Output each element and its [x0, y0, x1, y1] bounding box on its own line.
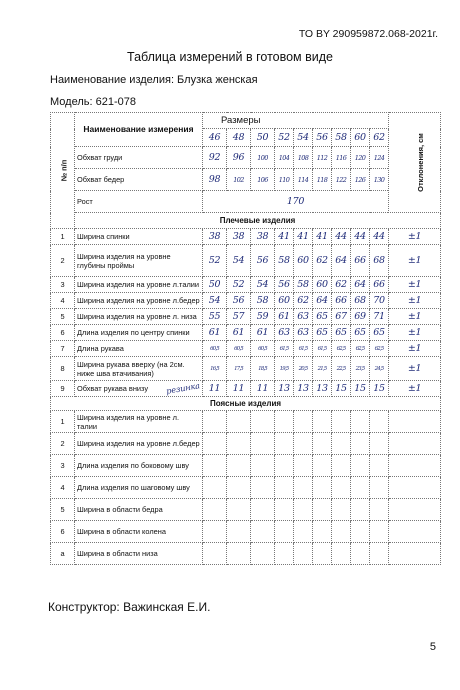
row-number: 2 [51, 245, 75, 277]
empty-cell [203, 543, 227, 565]
table-row [51, 277, 441, 293]
value-cell: 59 [251, 309, 275, 325]
empty-cell [389, 433, 441, 455]
size-cell: 50 [251, 129, 275, 147]
measurement-label [75, 381, 203, 397]
value-cell: 64 [351, 277, 370, 293]
empty-cell [294, 543, 313, 565]
table-row [51, 213, 441, 229]
empty-cell [351, 455, 370, 477]
empty-cell [275, 477, 294, 499]
value-cell: 38 [203, 229, 227, 245]
size-cell: 48 [227, 129, 251, 147]
empty-cell [275, 455, 294, 477]
row-number: 8 [51, 357, 75, 381]
measurement-label: Обхват груди [75, 147, 203, 169]
value-cell: 61 [227, 325, 251, 341]
value-cell: 64 [332, 245, 351, 277]
value-cell: 65 [351, 325, 370, 341]
empty-cell [370, 433, 389, 455]
value-cell: 55 [203, 309, 227, 325]
measurement-label: Ширина рукава вверху (на 2см. ниже шва втачивания) [75, 357, 203, 381]
empty-cell [294, 455, 313, 477]
value-cell: 41 [294, 229, 313, 245]
value-cell: 65 [313, 325, 332, 341]
table-row [51, 341, 441, 357]
value-cell: 65 [313, 309, 332, 325]
value-cell: 114 [294, 169, 313, 191]
row-number: 3 [51, 277, 75, 293]
empty-cell [351, 499, 370, 521]
row-number: 6 [51, 325, 75, 341]
table-row [51, 477, 441, 499]
value-cell: 52 [227, 277, 251, 293]
measurement-label: Ширина в области колена [75, 521, 203, 543]
deviation-cell: ±1 [389, 277, 441, 293]
value-cell: 57 [227, 309, 251, 325]
empty-cell [251, 411, 275, 433]
empty-cell [203, 499, 227, 521]
section-shoulder-title: Плечевые изделия [75, 213, 441, 229]
value-cell: 62,5 [351, 341, 370, 357]
value-cell: 110 [275, 169, 294, 191]
value-cell: 96 [227, 147, 251, 169]
empty-cell [294, 433, 313, 455]
table-row [51, 543, 441, 565]
empty-cell [370, 521, 389, 543]
empty-cell [251, 455, 275, 477]
value-cell: 63 [275, 325, 294, 341]
value-cell: 54 [251, 277, 275, 293]
value-cell: 11 [251, 381, 275, 397]
empty-cell [370, 499, 389, 521]
deviation-cell: ±1 [389, 309, 441, 325]
empty-cell [332, 543, 351, 565]
empty-cell [370, 477, 389, 499]
value-cell: 58 [275, 245, 294, 277]
value-cell: 112 [313, 147, 332, 169]
measurement-label: Ширина изделия на уровне л. низа [75, 309, 203, 325]
size-cell: 60 [351, 129, 370, 147]
value-cell: 118 [313, 169, 332, 191]
value-cell: 116 [332, 147, 351, 169]
value-cell: 56 [275, 277, 294, 293]
row-number: 1 [51, 229, 75, 245]
empty-cell [294, 477, 313, 499]
value-cell: 38 [251, 229, 275, 245]
empty-cell [294, 411, 313, 433]
value-cell: 98 [203, 169, 227, 191]
row-number: 6 [51, 521, 75, 543]
measurement-label: Ширина изделия на уровне л.бедер [75, 433, 203, 455]
table-row [51, 309, 441, 325]
empty-cell [313, 543, 332, 565]
row-number: 4 [51, 293, 75, 309]
value-cell: 56 [227, 293, 251, 309]
empty-cell [389, 477, 441, 499]
value-cell: 24,5 [370, 357, 389, 381]
row-number: 5 [51, 499, 75, 521]
value-cell: 50 [203, 277, 227, 293]
value-cell: 71 [370, 309, 389, 325]
value-cell: 22,5 [332, 357, 351, 381]
empty-cell [294, 521, 313, 543]
value-cell: 61,5 [313, 341, 332, 357]
value-cell: 106 [251, 169, 275, 191]
value-cell: 21,5 [313, 357, 332, 381]
empty-cell [227, 499, 251, 521]
empty-cell [251, 477, 275, 499]
value-cell: 104 [275, 147, 294, 169]
value-cell: 15 [332, 381, 351, 397]
value-cell: 23,5 [351, 357, 370, 381]
empty-cell [370, 455, 389, 477]
deviation-cell: ±1 [389, 245, 441, 277]
empty-cell [332, 499, 351, 521]
column-number-header [51, 113, 75, 229]
value-cell: 58 [251, 293, 275, 309]
value-cell: 52 [203, 245, 227, 277]
deviation-cell: ±1 [389, 341, 441, 357]
empty-cell [203, 477, 227, 499]
empty-cell [203, 411, 227, 433]
empty-cell [251, 499, 275, 521]
empty-cell [332, 477, 351, 499]
value-cell: 70 [370, 293, 389, 309]
value-cell: 38 [227, 229, 251, 245]
value-cell: 69 [351, 309, 370, 325]
measurement-label: Ширина изделия на уровне л. талии [75, 411, 203, 433]
value-cell: 17,5 [227, 357, 251, 381]
value-cell: 60 [294, 245, 313, 277]
value-cell: 66 [351, 245, 370, 277]
section-waist-title: Поясные изделия [51, 397, 441, 411]
model-number: Модель: 621-078 [50, 96, 136, 108]
table-row [51, 113, 441, 129]
empty-cell [351, 411, 370, 433]
value-cell: 61,5 [275, 341, 294, 357]
value-cell: 66 [332, 293, 351, 309]
empty-cell [332, 433, 351, 455]
size-cell: 46 [203, 129, 227, 147]
measurement-label: Ширина спинки [75, 229, 203, 245]
value-cell: 44 [351, 229, 370, 245]
empty-cell [313, 455, 332, 477]
value-cell: 62 [294, 293, 313, 309]
value-cell: 60,5 [203, 341, 227, 357]
measurement-label: Ширина в области низа [75, 543, 203, 565]
value-cell: 13 [275, 381, 294, 397]
table-row [51, 169, 441, 191]
value-cell: 130 [370, 169, 389, 191]
empty-cell [332, 455, 351, 477]
value-cell: 62 [313, 245, 332, 277]
table-row [51, 397, 441, 411]
empty-cell [370, 543, 389, 565]
handwritten-note: резинка [165, 381, 201, 396]
empty-cell [313, 477, 332, 499]
value-cell: 66 [370, 277, 389, 293]
column-deviation-label: Отклонения, см [415, 133, 425, 192]
value-cell: 63 [294, 309, 313, 325]
empty-cell [227, 543, 251, 565]
document-reference: ТО BY 290959872.068-2021г. [298, 28, 438, 40]
value-cell: 92 [203, 147, 227, 169]
value-cell: 67 [332, 309, 351, 325]
value-cell: 56 [251, 245, 275, 277]
empty-cell [389, 521, 441, 543]
table-row [51, 499, 441, 521]
empty-cell [351, 477, 370, 499]
empty-cell [227, 411, 251, 433]
deviation-cell: ±1 [389, 325, 441, 341]
table-row [51, 325, 441, 341]
value-cell: 62,5 [332, 341, 351, 357]
table-row [51, 521, 441, 543]
empty-cell [275, 521, 294, 543]
empty-cell [332, 411, 351, 433]
empty-cell [251, 543, 275, 565]
value-cell: 11 [227, 381, 251, 397]
size-cell: 52 [275, 129, 294, 147]
size-cell: 54 [294, 129, 313, 147]
table-row [51, 381, 441, 397]
measurement-label-text: Обхват рукава внизу [77, 384, 149, 393]
empty-cell [294, 499, 313, 521]
measurements-table [50, 112, 441, 565]
value-cell: 120 [351, 147, 370, 169]
empty-cell [203, 521, 227, 543]
value-cell: 68 [370, 245, 389, 277]
empty-cell [332, 521, 351, 543]
value-cell: 60 [275, 293, 294, 309]
empty-cell [351, 521, 370, 543]
value-cell: 18,5 [251, 357, 275, 381]
row-number: 7 [51, 341, 75, 357]
measurement-label: Ширина изделия на уровне л.талии [75, 277, 203, 293]
empty-cell [227, 477, 251, 499]
value-cell: 13 [313, 381, 332, 397]
value-cell: 41 [275, 229, 294, 245]
measurement-label: Ширина изделия на уровне л.бедер [75, 293, 203, 309]
row-number: 3 [51, 455, 75, 477]
empty-cell [251, 521, 275, 543]
row-number: 2 [51, 433, 75, 455]
value-cell: 124 [370, 147, 389, 169]
table-row [51, 455, 441, 477]
measurement-label: Ширина в области бедра [75, 499, 203, 521]
deviation-cell: ±1 [389, 357, 441, 381]
value-cell: 126 [351, 169, 370, 191]
size-cell: 62 [370, 129, 389, 147]
empty-cell [227, 521, 251, 543]
table-row [51, 191, 441, 213]
empty-cell [275, 433, 294, 455]
empty-cell [370, 411, 389, 433]
empty-cell [389, 499, 441, 521]
column-sizes-header: Размеры [203, 113, 389, 129]
empty-cell [227, 433, 251, 455]
measurement-label: Длина изделия по боковому шву [75, 455, 203, 477]
value-cell: 108 [294, 147, 313, 169]
row-number: а [51, 543, 75, 565]
row-number: 5 [51, 309, 75, 325]
value-cell: 60 [313, 277, 332, 293]
empty-cell [275, 499, 294, 521]
value-cell: 60,5 [227, 341, 251, 357]
value-cell: 62 [332, 277, 351, 293]
value-cell: 61 [275, 309, 294, 325]
value-cell: 11 [203, 381, 227, 397]
table-row [51, 245, 441, 277]
measurement-label: Длина изделия по шаговому шву [75, 477, 203, 499]
row-number: 9 [51, 381, 75, 397]
deviation-cell: ±1 [389, 381, 441, 397]
empty-cell [251, 433, 275, 455]
value-cell: 102 [227, 169, 251, 191]
empty-cell [351, 543, 370, 565]
table-row [51, 293, 441, 309]
column-name-header: Наименование измерения [75, 113, 203, 147]
value-cell: 63 [294, 325, 313, 341]
value-cell: 54 [203, 293, 227, 309]
value-cell: 64 [313, 293, 332, 309]
empty-cell [275, 543, 294, 565]
table-row [51, 357, 441, 381]
value-cell: 19,5 [275, 357, 294, 381]
empty-cell [389, 411, 441, 433]
row-number: 1 [51, 411, 75, 433]
page-title: Таблица измерений в готовом виде [127, 50, 333, 64]
product-name: Наименование изделия: Блузка женская [50, 74, 258, 86]
empty-cell [203, 455, 227, 477]
size-cell: 58 [332, 129, 351, 147]
height-value: 170 [203, 191, 389, 213]
column-deviation-header [389, 113, 441, 213]
empty-cell [227, 455, 251, 477]
empty-cell [389, 455, 441, 477]
empty-cell [313, 433, 332, 455]
value-cell: 62,5 [370, 341, 389, 357]
measurement-label: Рост [75, 191, 203, 213]
value-cell: 61,5 [294, 341, 313, 357]
deviation-cell: ±1 [389, 229, 441, 245]
table-row [51, 433, 441, 455]
value-cell: 65 [332, 325, 351, 341]
value-cell: 68 [351, 293, 370, 309]
empty-cell [313, 411, 332, 433]
empty-cell [313, 499, 332, 521]
value-cell: 16,5 [203, 357, 227, 381]
value-cell: 54 [227, 245, 251, 277]
value-cell: 122 [332, 169, 351, 191]
value-cell: 44 [332, 229, 351, 245]
table-row [51, 411, 441, 433]
value-cell: 15 [370, 381, 389, 397]
value-cell: 13 [294, 381, 313, 397]
page-number: 5 [429, 641, 436, 653]
value-cell: 100 [251, 147, 275, 169]
value-cell: 20,5 [294, 357, 313, 381]
empty-cell [351, 433, 370, 455]
value-cell: 15 [351, 381, 370, 397]
designer-line: Конструктор: Важинская Е.И. [48, 600, 211, 614]
value-cell: 65 [370, 325, 389, 341]
measurement-label: Длина изделия по центру спинки [75, 325, 203, 341]
empty-cell [389, 543, 441, 565]
table-row [51, 147, 441, 169]
empty-cell [203, 433, 227, 455]
empty-cell [313, 521, 332, 543]
value-cell: 60,5 [251, 341, 275, 357]
measurement-label: Ширина изделия на уровне глубины проймы [75, 245, 203, 277]
row-number: 4 [51, 477, 75, 499]
deviation-cell: ±1 [389, 293, 441, 309]
value-cell: 44 [370, 229, 389, 245]
column-number-label: № п/п [59, 159, 69, 182]
value-cell: 58 [294, 277, 313, 293]
value-cell: 61 [251, 325, 275, 341]
size-cell: 56 [313, 129, 332, 147]
value-cell: 41 [313, 229, 332, 245]
value-cell: 61 [203, 325, 227, 341]
measurement-label: Длина рукава [75, 341, 203, 357]
empty-cell [275, 411, 294, 433]
measurement-label: Обхват бедер [75, 169, 203, 191]
table-row [51, 229, 441, 245]
